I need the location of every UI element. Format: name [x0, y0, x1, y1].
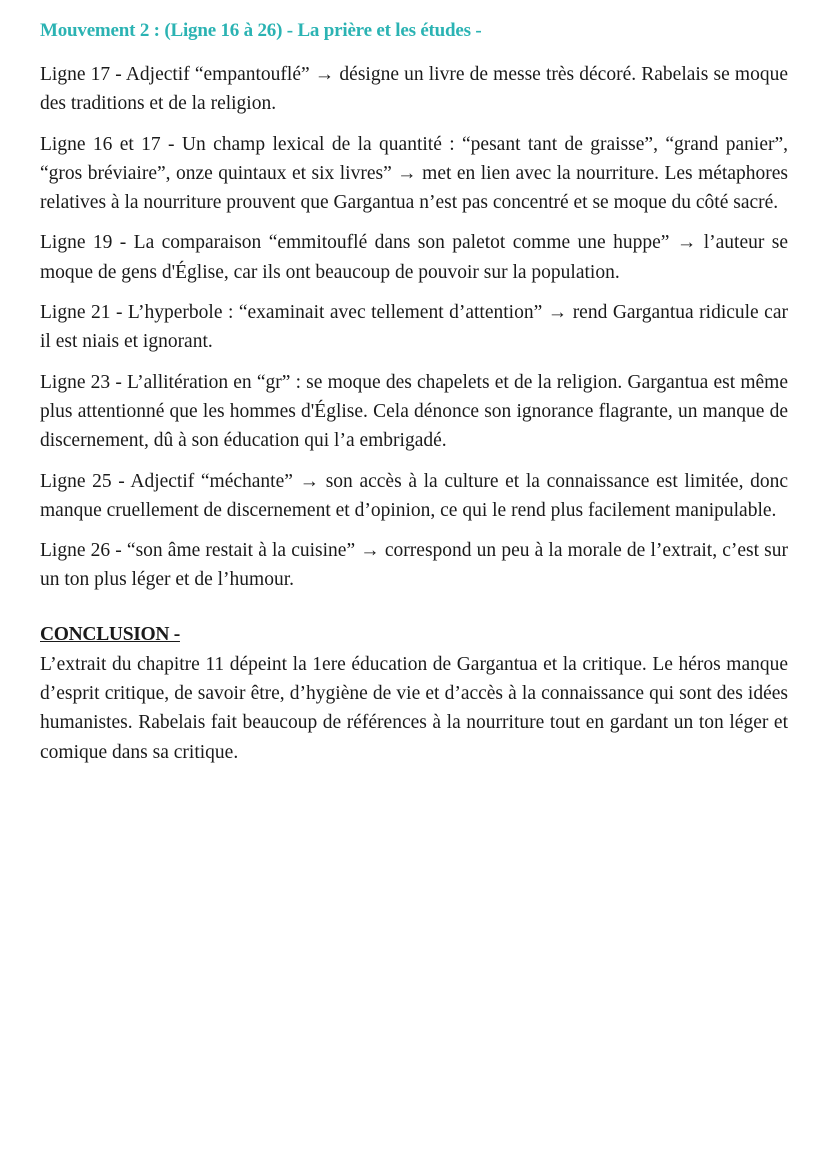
analysis-paragraph-ligne-16-17: Ligne 16 et 17 - Un champ lexical de la quantité : “pesant tant de graisse”, “grand panier”, “gros bréviaire”, onze quintaux et six livres” → met en lien avec la nourriture. Les métaphores relatives à la nourriture prouvent que Gargantua n’est pas concentré et se moque du côté sacré. — [40, 133, 788, 214]
document-page — [40, 14, 788, 767]
conclusion-body: L’extrait du chapitre 11 dépeint la 1ere éducation de Gargantua et la critique. Le héros manque d’esprit critique, de savoir être, d’hygiène de vie et d’accès à la connaissance qui sont des idées humanistes. Rabelais fait beaucoup de références à la nourriture tout en gardant un ton léger et comique dans sa critique. — [40, 653, 788, 763]
analysis-paragraph-ligne-19: Ligne 19 - La comparaison “emmitouflé dans son paletot comme une huppe” → l’auteur se moque de gens d'Église, car ils ont beaucoup de pouvoir sur la population. — [40, 232, 788, 283]
analysis-paragraph-ligne-25: Ligne 25 - Adjectif “méchante” → son accès à la culture et la connaissance est limitée, donc manque cruellement de discernement et d’opinion, ce qui le rend plus facilement manipulable. — [40, 470, 788, 521]
analysis-paragraph-ligne-17: Ligne 17 - Adjectif “empantouflé” → désigne un livre de messe très décoré. Rabelais se moque des traditions et de la religion. — [40, 64, 788, 115]
analysis-paragraph-ligne-26: Ligne 26 - “son âme restait à la cuisine” → correspond un peu à la morale de l’extrait, c’est sur un ton plus léger et de l’humour. — [40, 540, 788, 591]
analysis-paragraph-ligne-21: Ligne 21 - L’hyperbole : “examinait avec tellement d’attention” → rend Gargantua ridicule car il est niais et ignorant. — [40, 302, 788, 353]
analysis-paragraph-ligne-23: Ligne 23 - L’allitération en “gr” : se moque des chapelets et de la religion. Gargantua est même plus attentionné que les hommes d'Église. Cela dénonce son ignorance flagrante, un manque de discernement, dû à son éducation qui l’a embrigadé. — [40, 371, 788, 452]
section-heading: Mouvement 2 : (Ligne 16 à 26) - La prière et les études - — [40, 20, 482, 41]
conclusion-title: CONCLUSION - — [40, 623, 180, 645]
